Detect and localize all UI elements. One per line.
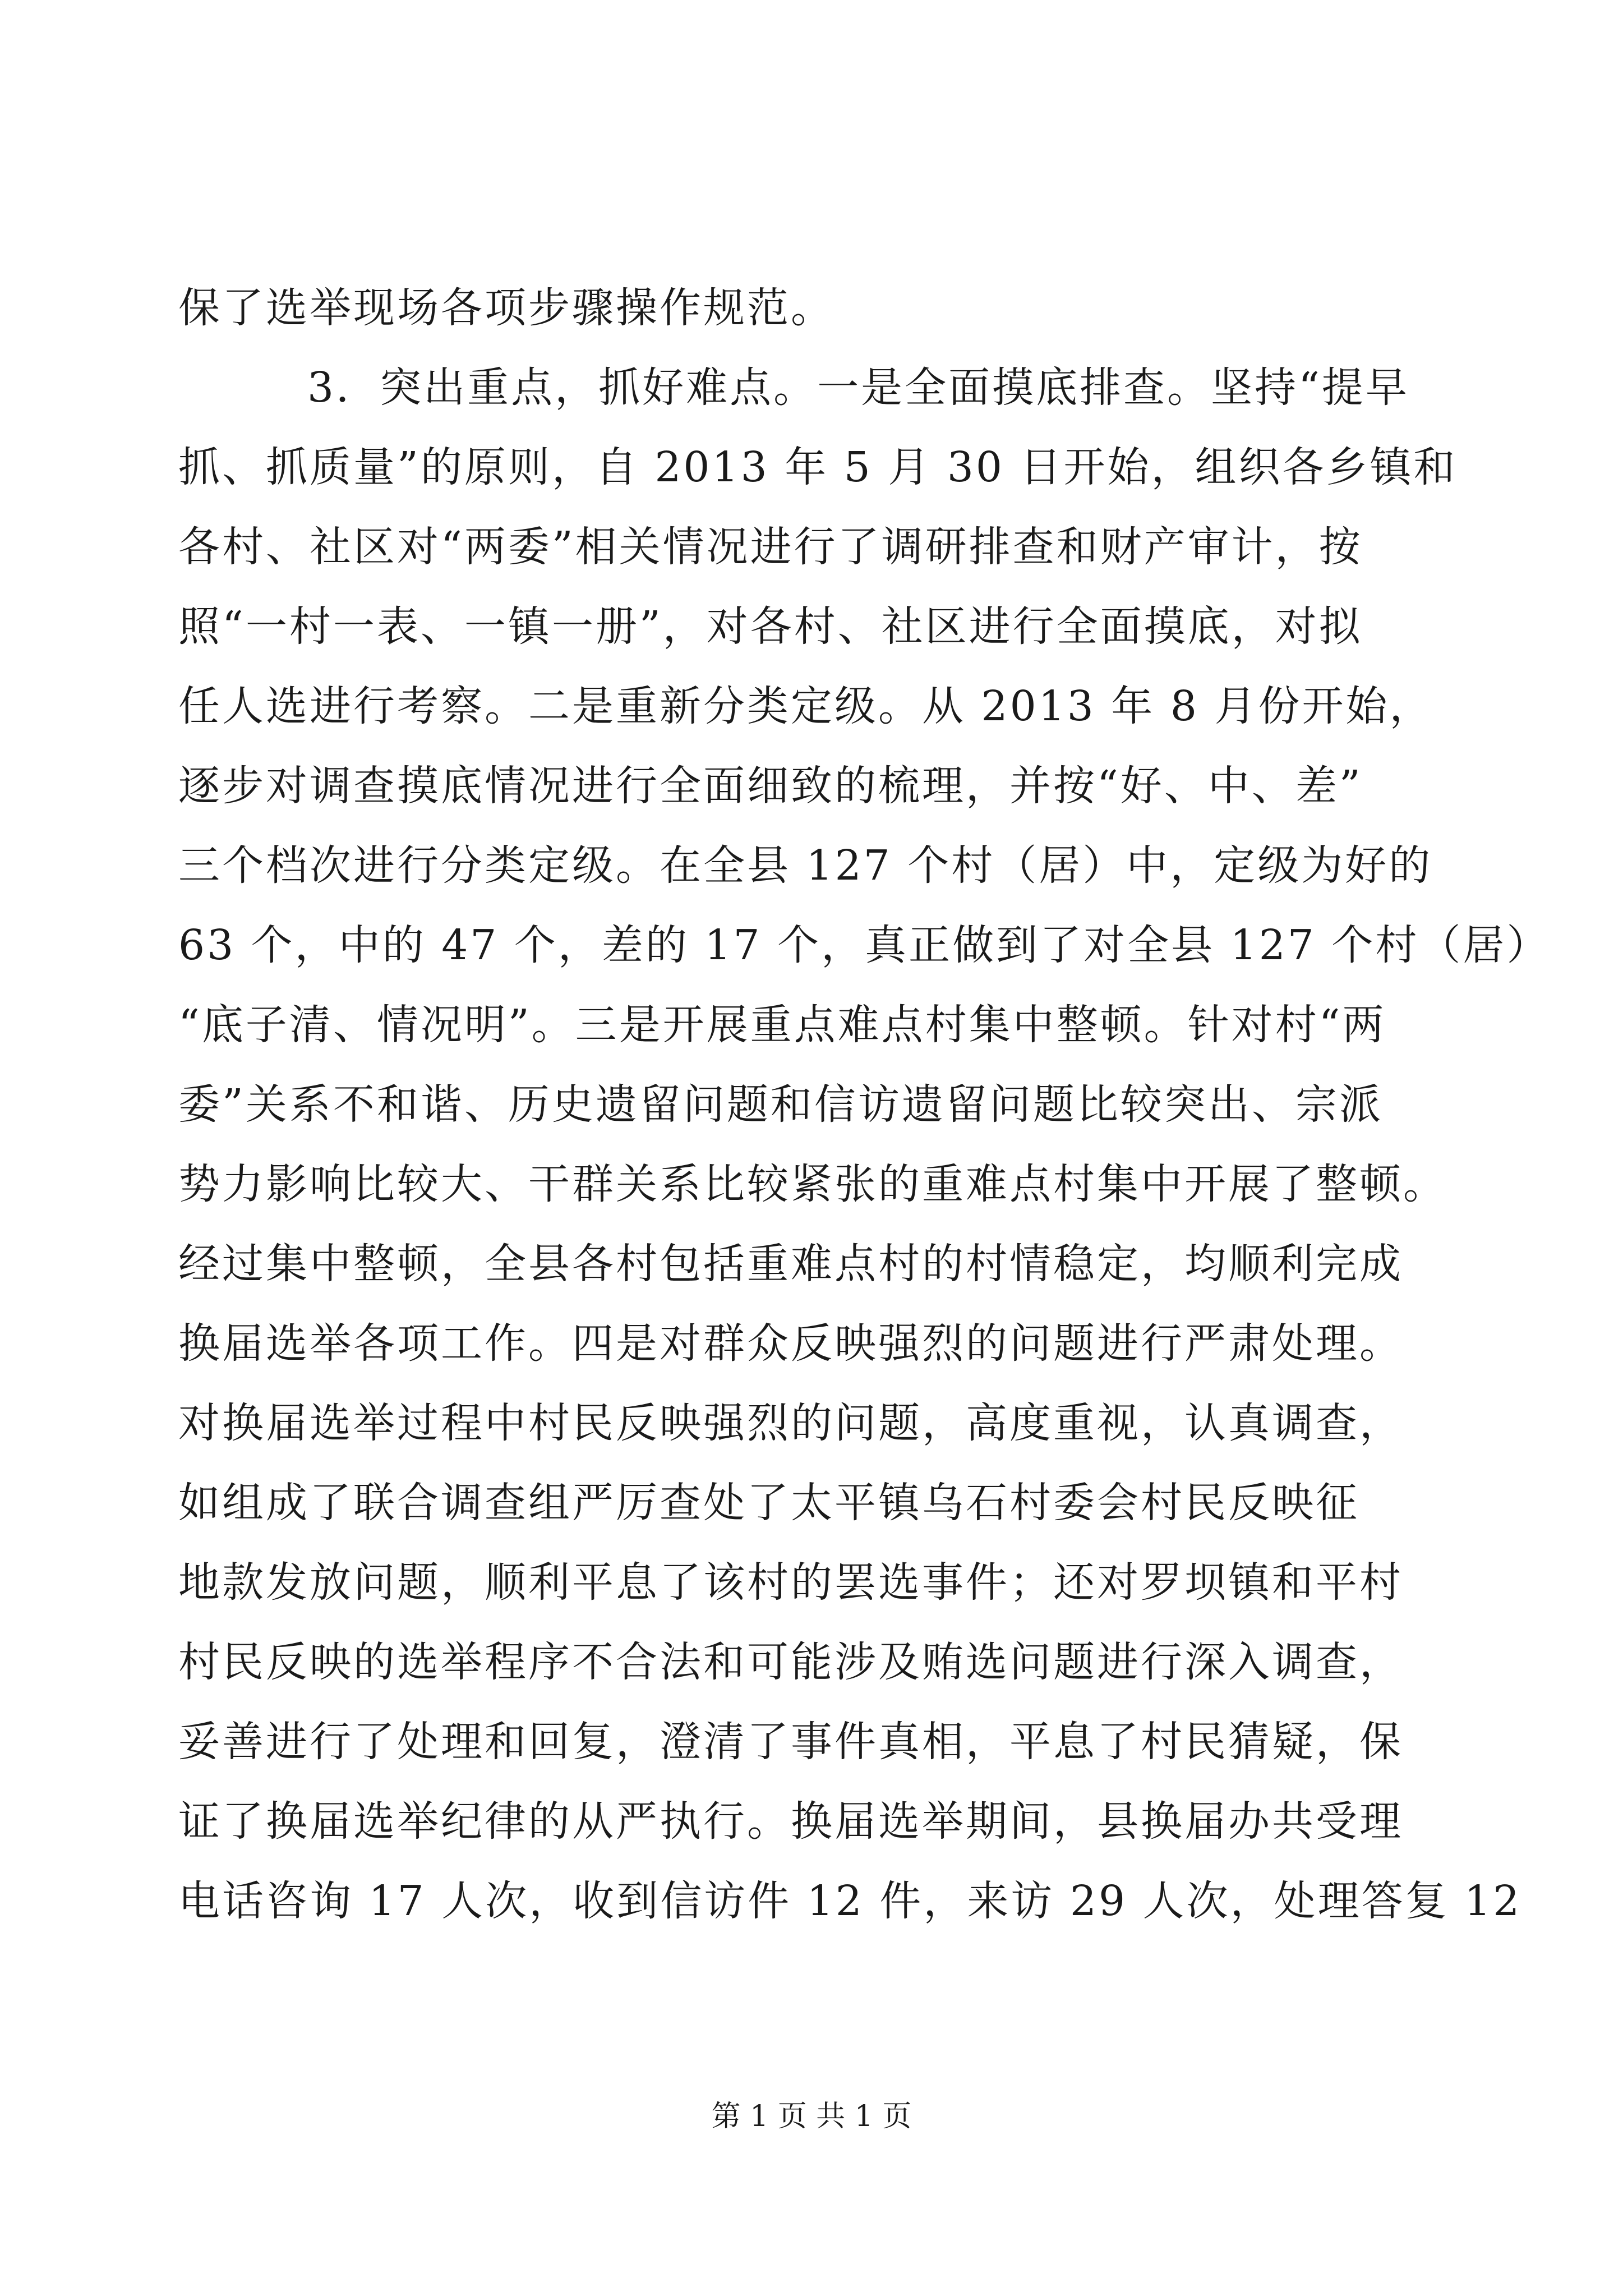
text-line: 任人选进行考察。二是重新分类定级。从 2013 年 8 月份开始， [178,682,1433,730]
document-body [178,268,1551,1941]
text-line: 保了选举现场各项步骤操作规范。 [178,284,834,332]
page-footer: 第 1 页 共 1 页 [711,2100,912,2133]
text-line: 证了换届选举纪律的从严执行。换届选举期间，县换届办共受理 [178,1797,1403,1846]
text-line: 63 个，中的 47 个，差的 17 个，真正做到了对全县 127 个村（居） [178,921,1551,969]
text-line: 村民反映的选举程序不合法和可能涉及贿选问题进行深入调查， [178,1638,1403,1686]
text-line: 经过集中整顿，全县各村包括重难点村的村情稳定，均顺利完成 [178,1240,1403,1288]
text-line: 逐步对调查摸底情况进行全面细致的梳理，并按“好、中、差” [178,762,1363,810]
text-line: 抓、抓质量”的原则，自 2013 年 5 月 30 日开始，组织各乡镇和 [178,443,1458,491]
text-line: 地款发放问题，顺利平息了该村的罢选事件；还对罗坝镇和平村 [178,1558,1403,1607]
text-line: 照“一村一表、一镇一册”，对各村、社区进行全面摸底，对拟 [178,602,1363,651]
text-line: 妥善进行了处理和回复，澄清了事件真相，平息了村民猜疑，保 [178,1718,1403,1766]
text-line: 换届选举各项工作。四是对群众反映强烈的问题进行严肃处理。 [178,1319,1403,1368]
text-line: 电话咨询 17 人次，收到信访件 12 件，来访 29 人次，处理答复 12 [178,1877,1522,1925]
text-line: “底子清、情况明”。三是开展重点难点村集中整顿。针对村“两 [178,1001,1386,1049]
text-line: 3．突出重点，抓好难点。一是全面摸底排查。坚持“提早 [307,364,1409,412]
text-line: 势力影响比较大、干群关系比较紧张的重难点村集中开展了整顿。 [178,1160,1447,1208]
text-line: 如组成了联合调查组严厉查处了太平镇乌石村委会村民反映征 [178,1479,1359,1527]
text-line: 对换届选举过程中村民反映强烈的问题，高度重视，认真调查， [178,1399,1403,1447]
text-line: 各村、社区对“两委”相关情况进行了调研排查和财产审计，按 [178,523,1363,571]
text-line: 三个档次进行分类定级。在全县 127 个村（居）中，定级为好的 [178,841,1433,890]
text-line: 委”关系不和谐、历史遗留问题和信访遗留问题比较突出、宗派 [178,1080,1383,1129]
